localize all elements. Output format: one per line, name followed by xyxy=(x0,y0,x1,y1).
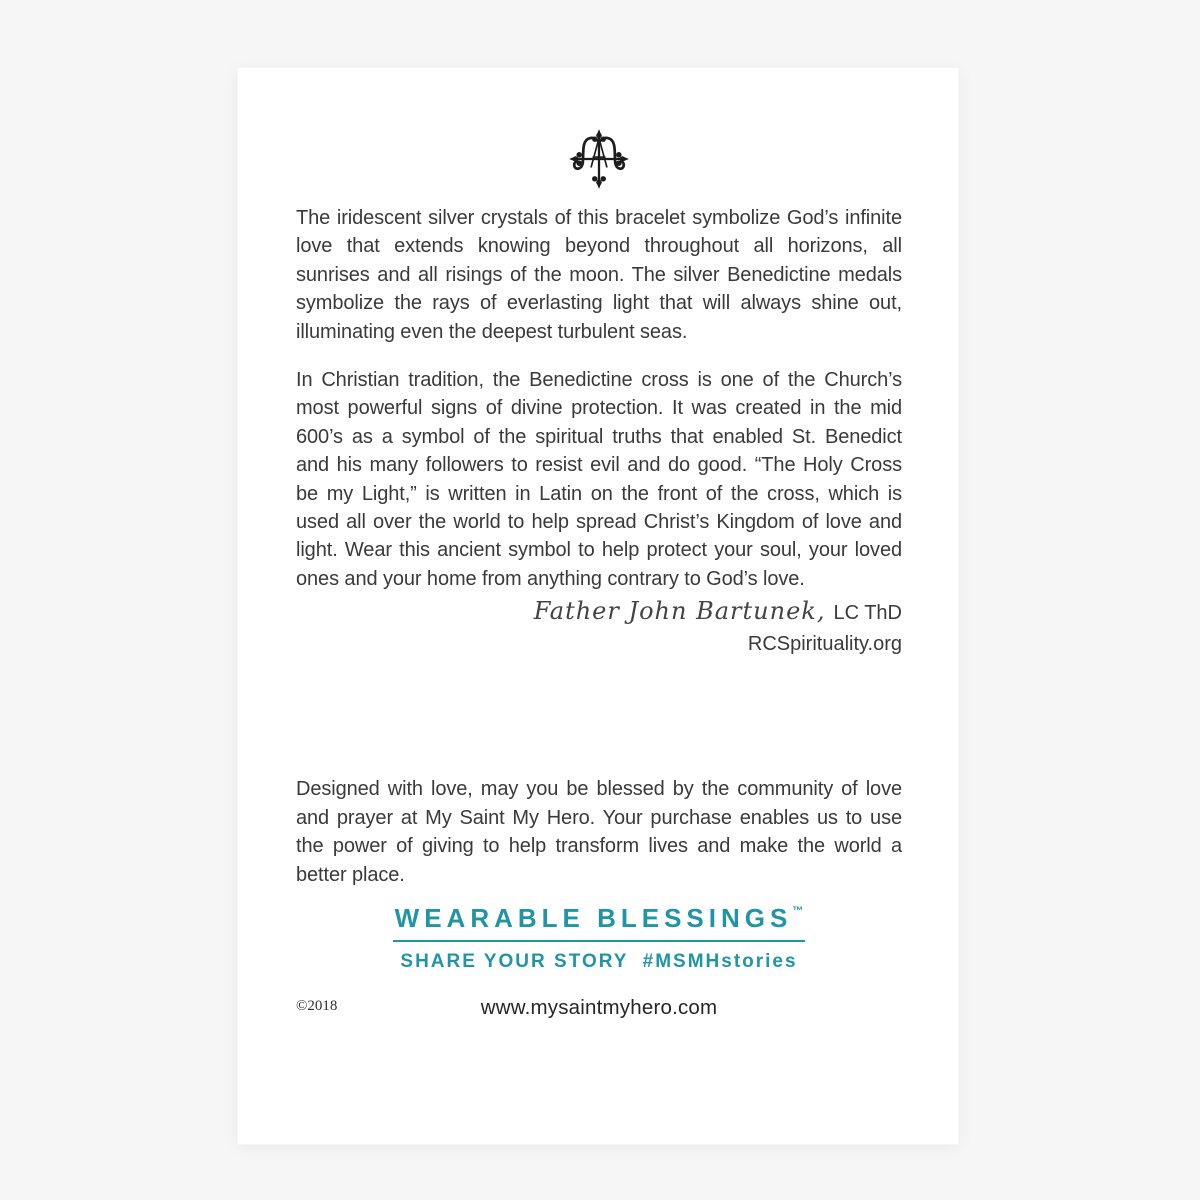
website-text: www.mysaintmyhero.com xyxy=(480,995,718,1019)
signature-row xyxy=(296,595,902,631)
marian-monogram-icon xyxy=(560,118,638,200)
paragraph-crystals: The iridescent silver crystals of this bracelet symbolize God’s infinite love that extends knowing beyond throughout all horizons, all sunrises and all risings of the moon. The silver Benedictine medals symbolize the rays of everlasting light that will always shine out, illuminating even the deepest turbulent seas. xyxy=(296,207,902,343)
brand-tagline: SHARE YOUR STORY #MSMHstories xyxy=(400,950,798,972)
signature-name: Father John Bartunek, xyxy=(533,597,826,626)
footer-row xyxy=(296,993,902,1023)
brand-title-text: WEARABLE BLESSINGS xyxy=(394,902,793,933)
monogram-container xyxy=(296,118,902,200)
signature-credentials: LC ThD xyxy=(833,602,902,625)
paragraph-benedictine-cross: In Christian tradition, the Benedictine cross is one of the Church’s most powerful signs of divine protection. It was created in the mid 600’s as a symbol of the spiritual truths that enabled St. Benedict and his many followers to resist evil and do good. “The Holy Cross be my Light,” is written in Latin on the front of the cross, which is used all over the world to help spread Christ’s Kingdom of love and light. Wear this ancient symbol to help protect your soul, your loved ones and your home from anything contrary to God’s love. xyxy=(296,369,902,590)
paragraph-closing: Designed with love, may you be blessed by the community of love and prayer at My Saint My Hero. Your purchase enables us to use the power of giving to help transform lives and make the world a better place. xyxy=(296,778,902,886)
trademark-symbol: ™ xyxy=(792,904,804,917)
brand-title xyxy=(393,903,806,942)
brand-block xyxy=(296,903,902,942)
signature-organization: RCSpirituality.org xyxy=(747,633,902,656)
blessing-card xyxy=(237,67,959,1145)
copyright-text: ©2018 xyxy=(296,997,338,1014)
